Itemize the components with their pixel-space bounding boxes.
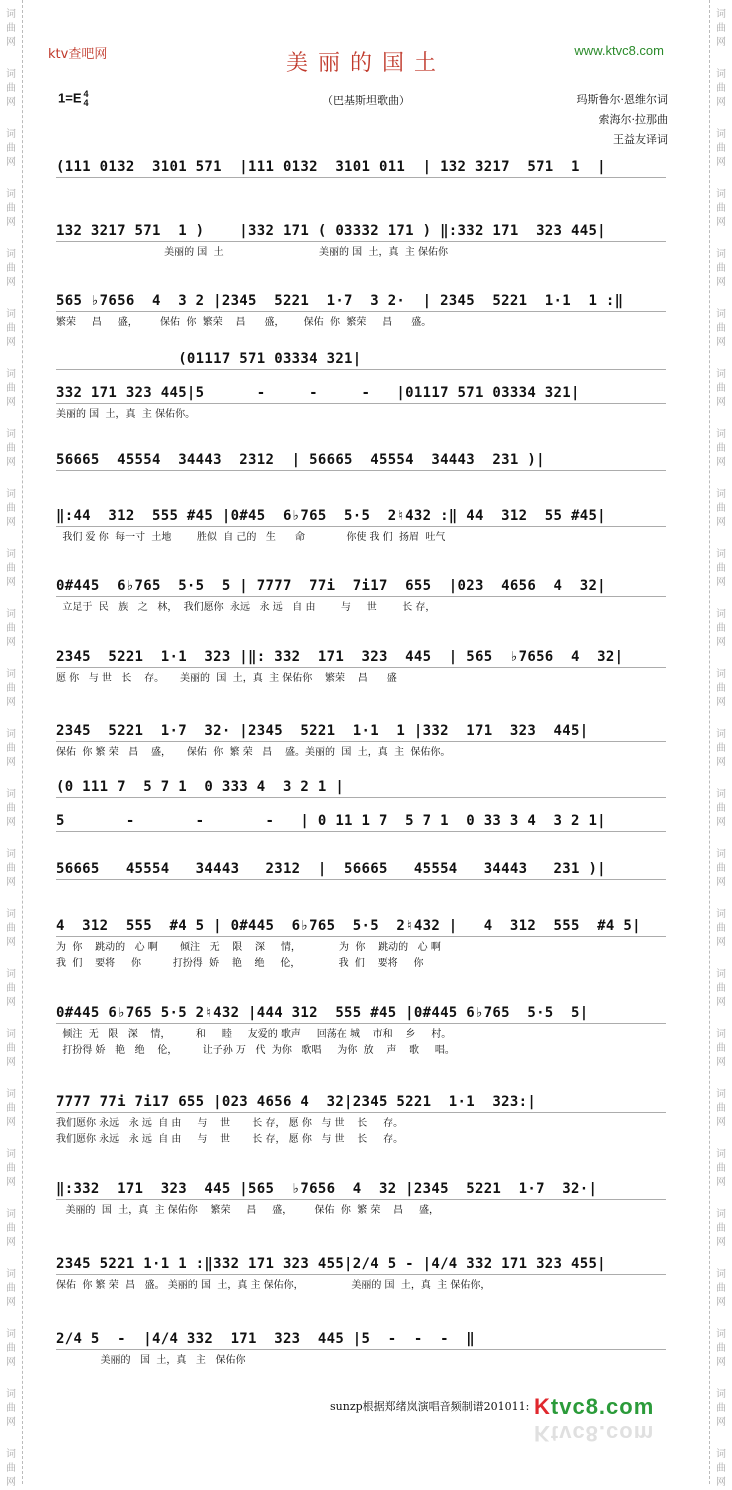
lyric-line: 我们愿你 永远 永 远 自 由 与 世 长 存， 愿 你 与 世 长 存。: [56, 1118, 404, 1129]
side-watermark: 词 曲 网: [716, 9, 726, 48]
notation-line: 332 171 323 445|5 - - - |01117 571 03334 321|: [56, 385, 580, 401]
side-watermark: 词 曲 网: [6, 1449, 16, 1488]
beam-underline: [56, 831, 666, 832]
left-margin: [0, 0, 23, 1488]
beam-underline: [56, 526, 666, 527]
side-watermark: 词 曲 网: [716, 789, 726, 828]
beam-underline: [56, 470, 666, 471]
ktvc8-logo: [534, 1394, 654, 1420]
side-watermark: 词 曲 网: [716, 1089, 726, 1128]
side-watermark: 词 曲 网: [716, 129, 726, 168]
key-label: 1=E: [58, 90, 82, 106]
side-watermark: 词 曲 网: [6, 1269, 16, 1308]
side-watermark: 词 曲 网: [716, 69, 726, 108]
notation-line: 0#445 6♭765 5·5 2♮432 |444 312 555 #45 |0#445 6♭765 5·5 5|: [56, 1005, 589, 1021]
translator: 王益友译词: [613, 133, 668, 146]
side-watermark: 词 曲 网: [6, 429, 16, 468]
notation-line: 132 3217 571 1 ) |332 171 ( 03332 171 ) ‖:332 171 323 445|: [56, 223, 606, 239]
lyric-line: 我们愿你 永远 永 远 自 由 与 世 长 存， 愿 你 与 世 长 存。: [56, 1134, 404, 1145]
beam-underline: [56, 596, 666, 597]
song-title: 美丽的国土: [285, 51, 446, 76]
side-watermark: 词 曲 网: [716, 549, 726, 588]
site-url-right[interactable]: www.ktvc8.com: [574, 43, 664, 58]
side-watermark: 词 曲 网: [6, 609, 16, 648]
lyric-line: 我们 爱 你 每一寸 土地 胜似 自 己的 生 命 你使 我 们 扬眉 吐气: [56, 532, 446, 543]
beam-underline: [56, 1199, 666, 1200]
score-row: [56, 917, 672, 977]
side-watermark: 词 曲 网: [6, 1329, 16, 1368]
beam-underline: [56, 936, 666, 937]
side-watermark: 词 曲 网: [716, 369, 726, 408]
side-watermark: 词 曲 网: [6, 669, 16, 708]
notation-line: 2345 5221 1·1 1 :‖332 171 323 455|2/4 5 - |4/4 332 171 323 455|: [56, 1256, 606, 1272]
lyric-line: 愿 你 与 世 长 存。 美丽的 国 土，真 主 保佑你 繁荣 昌 盛: [56, 673, 397, 684]
lyric-line: 打扮得 娇 艳 绝 伦， 让子孙 万 代 为你 歌唱 为你 放 声 歌 唱。: [56, 1045, 455, 1056]
side-watermark: 词 曲 网: [716, 1029, 726, 1068]
lyric-line: 美丽的 国 土，真 主 保佑你 繁荣 昌 盛， 保佑 你 繁 荣 昌 盛，: [56, 1205, 440, 1216]
notation-line: 4 312 555 #4 5 | 0#445 6♭765 5·5 2♮432 | 4 312 555 #4 5|: [56, 918, 641, 934]
time-bottom: 4: [83, 98, 89, 108]
side-watermark: 词 曲 网: [716, 909, 726, 948]
beam-underline: [56, 1023, 666, 1024]
logo-reflection: Ktvc8.com: [534, 1421, 655, 1446]
score-row: [56, 860, 672, 920]
side-watermark: 词 曲 网: [716, 489, 726, 528]
notation-line: ‖:332 171 323 445 |565 ♭7656 4 32 |2345 5221 1·7 32·|: [56, 1181, 598, 1197]
side-watermark: 词 曲 网: [6, 549, 16, 588]
score-row: [56, 577, 672, 637]
beam-underline: [56, 403, 666, 404]
logo-rest: tvc8.com: [550, 1394, 655, 1419]
lyric-line: 倾注 无 限 深 情， 和 睦 友爱的 歌声 回荡在 城 市和 乡 村。: [56, 1029, 452, 1040]
beam-underline: [56, 797, 666, 798]
side-watermark: 词 曲 网: [6, 789, 16, 828]
notation-line: 565 ♭7656 4 3 2 |2345 5221 1·7 3 2· | 2345 5221 1·1 1 :‖: [56, 293, 624, 309]
side-watermark: 词 曲 网: [716, 669, 726, 708]
beam-underline: [56, 1112, 666, 1113]
score-row: [56, 292, 672, 352]
side-watermark: 词 曲 网: [6, 729, 16, 768]
side-watermark: 词 曲 网: [6, 1089, 16, 1128]
beam-underline: [56, 311, 666, 312]
side-watermark: 词 曲 网: [6, 189, 16, 228]
score-row: [56, 507, 672, 567]
side-watermark: 词 曲 网: [716, 609, 726, 648]
side-watermark: 词 曲 网: [716, 1389, 726, 1428]
side-watermark: 词 曲 网: [716, 969, 726, 1008]
side-watermark: 词 曲 网: [6, 69, 16, 108]
notation-line: (01117 571 03334 321|: [56, 351, 362, 367]
side-watermark: 词 曲 网: [716, 849, 726, 888]
lyric-line: 美丽的 国 土，真 主 保佑你。: [56, 409, 196, 420]
side-watermark: 词 曲 网: [6, 9, 16, 48]
score-row: [56, 158, 672, 218]
side-watermark: 词 曲 网: [6, 369, 16, 408]
beam-underline: [56, 667, 666, 668]
side-watermark: 词 曲 网: [6, 309, 16, 348]
side-watermark: 词 曲 网: [6, 249, 16, 288]
notation-line: ‖:44 312 555 #45 |0#45 6♭765 5·5 2♮432 :‖ 44 312 55 #45|: [56, 508, 606, 524]
score-row: [56, 1255, 672, 1315]
score-row: [56, 1093, 672, 1153]
notation-line: 0#445 6♭765 5·5 5 | 7777 77i 7i17 655 |023 4656 4 32|: [56, 578, 606, 594]
side-watermark: 词 曲 网: [6, 1149, 16, 1188]
side-watermark: 词 曲 网: [6, 909, 16, 948]
beam-underline: [56, 879, 666, 880]
song-subtitle: （巴基斯坦歌曲）: [322, 94, 410, 107]
lyric-line: 保佑 你 繁 荣 昌 盛， 保佑 你 繁 荣 昌 盛。美丽的 国 土，真 主 保佑你。: [56, 747, 451, 758]
lyric-line: 美丽的 国 土，真 主 保佑你: [56, 1355, 246, 1366]
score-row: [56, 451, 672, 511]
side-watermark: 词 曲 网: [716, 249, 726, 288]
side-watermark: 词 曲 网: [716, 189, 726, 228]
notation-line: 2/4 5 - |4/4 332 171 323 445 |5 - - - ‖: [56, 1331, 475, 1347]
side-watermark: 词 曲 网: [716, 429, 726, 468]
right-margin: [709, 0, 732, 1488]
side-watermark: 词 曲 网: [6, 969, 16, 1008]
score-row: [56, 1004, 672, 1064]
score-row: [56, 222, 672, 282]
score-row: [56, 1330, 672, 1390]
beam-underline: [56, 369, 666, 370]
site-name-left[interactable]: ktv查吧网: [48, 47, 108, 62]
notation-line: 5 - - - | 0 11 1 7 5 7 1 0 33 3 4 3 2 1|: [56, 813, 606, 829]
side-watermark: 词 曲 网: [716, 1149, 726, 1188]
notation-line: 56665 45554 34443 2312 | 56665 45554 34443 231 )|: [56, 861, 606, 877]
notation-line: (111 0132 3101 571 |111 0132 3101 011 | 132 3217 571 1 |: [56, 159, 606, 175]
side-watermark: 词 曲 网: [6, 1029, 16, 1068]
lyric-line: 立足于 民 族 之 林， 我们愿你 永远 永 远 自 由 与 世 长 存，: [56, 602, 436, 613]
lyric-line: 保佑 你 繁 荣 昌 盛。 美丽的 国 土，真 主 保佑你， 美丽的 国 土，真 主 保佑你，: [56, 1280, 491, 1291]
side-watermark: 词 曲 网: [6, 489, 16, 528]
score-row: [56, 1180, 672, 1240]
lyricist: 玛斯鲁尔·恩维尔词: [576, 93, 668, 106]
credits: [577, 90, 669, 150]
side-watermark: 词 曲 网: [6, 129, 16, 168]
beam-underline: [56, 177, 666, 178]
beam-underline: [56, 741, 666, 742]
notation-line: 2345 5221 1·7 32· |2345 5221 1·1 1 |332 171 323 445|: [56, 723, 589, 739]
notation-line: (0 111 7 5 7 1 0 333 4 3 2 1 |: [56, 779, 345, 795]
beam-underline: [56, 1274, 666, 1275]
side-watermark: 词 曲 网: [6, 849, 16, 888]
transcriber-credit: sunzp根据郑绪岚演唱音频制谱201011:: [330, 1400, 530, 1413]
side-watermark: 词 曲 网: [716, 1269, 726, 1308]
lyric-line: 繁荣 昌 盛， 保佑 你 繁荣 昌 盛， 保佑 你 繁荣 昌 盛。: [56, 317, 432, 328]
logo-k: K: [534, 1394, 551, 1419]
lyric-line: 我 们 要将 你 打扮得 娇 艳 绝 伦， 我 们 要将 你: [56, 958, 424, 969]
score-row: [56, 648, 672, 708]
notation-line: 2345 5221 1·1 323 |‖: 332 171 323 445 | 565 ♭7656 4 32|: [56, 649, 624, 665]
composer: 索海尔·拉那曲: [598, 113, 668, 126]
notation-line: 56665 45554 34443 2312 | 56665 45554 34443 231 )|: [56, 452, 545, 468]
side-watermark: 词 曲 网: [6, 1209, 16, 1248]
notation-line: 7777 77i 7i17 655 |023 4656 4 32|2345 5221 1·1 323:|: [56, 1094, 537, 1110]
side-watermark: 词 曲 网: [6, 1389, 16, 1428]
beam-underline: [56, 241, 666, 242]
beam-underline: [56, 1349, 666, 1350]
time-top: 4: [83, 89, 89, 99]
score-row: [56, 722, 672, 782]
side-watermark: 词 曲 网: [716, 309, 726, 348]
lyric-line: 美丽的 国 土 美丽的 国 土，真 主 保佑你: [56, 247, 449, 258]
side-watermark: 词 曲 网: [716, 1449, 726, 1488]
side-watermark: 词 曲 网: [716, 1209, 726, 1248]
score-row: [56, 384, 672, 444]
lyric-line: 为 你 跳动的 心 啊 倾注 无 限 深 情， 为 你 跳动的 心 啊: [56, 942, 441, 953]
side-watermark: 词 曲 网: [716, 1329, 726, 1368]
side-watermark: 词 曲 网: [716, 729, 726, 768]
